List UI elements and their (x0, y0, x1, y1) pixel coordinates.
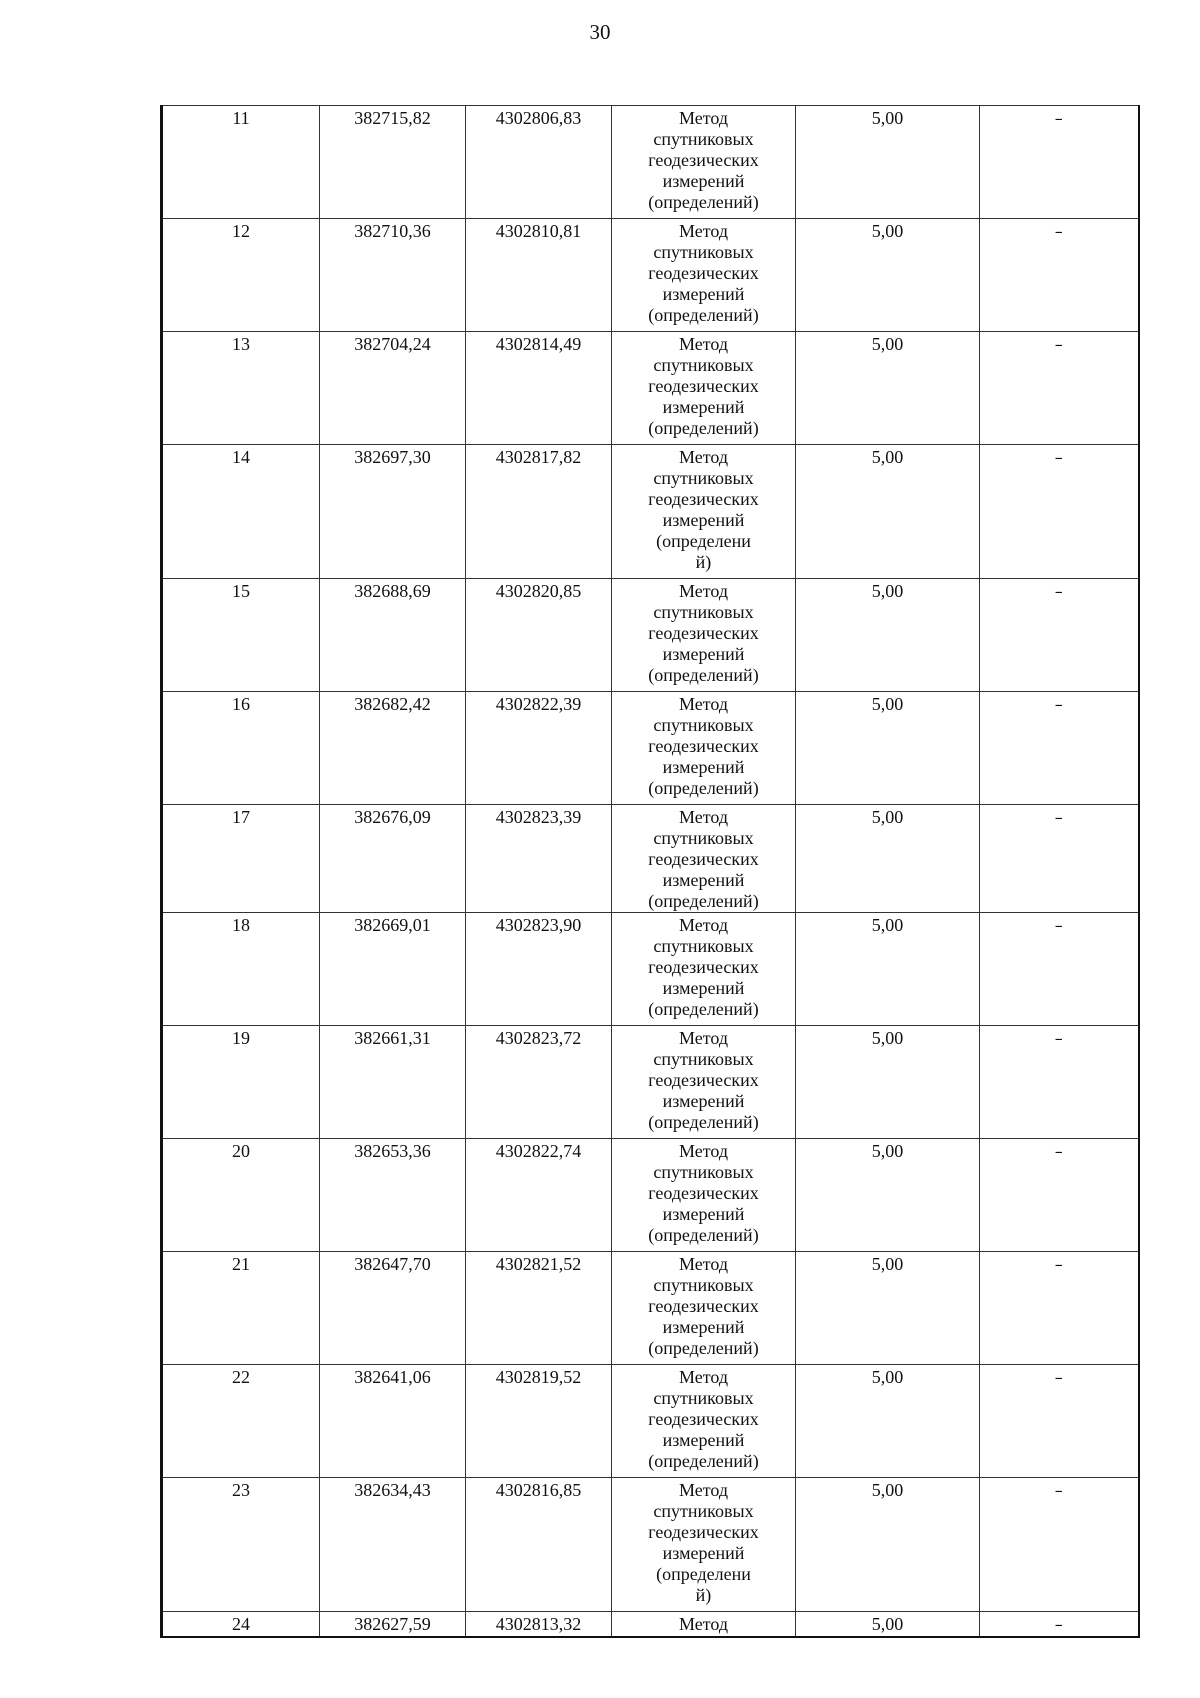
accuracy-cell: 5,00 (796, 1139, 980, 1252)
y-coordinate-cell: 4302822,39 (466, 692, 612, 805)
table-row (162, 106, 1139, 219)
method-text-line: Метод (678, 1141, 729, 1161)
table-row (162, 1478, 1139, 1612)
method-cell (612, 913, 796, 1026)
table-row (162, 1026, 1139, 1139)
method-text-line: измерений (662, 284, 745, 304)
point-number-cell: 11 (162, 106, 320, 219)
method-text-line: Метод (678, 334, 729, 354)
y-coordinate-cell: 4302821,52 (466, 1252, 612, 1365)
method-cell (612, 1478, 796, 1612)
method-cell (612, 1365, 796, 1478)
method-text-line: измерений (662, 644, 745, 664)
method-text-line: спутниковых (653, 715, 754, 735)
method-text-line: геодезических (648, 1296, 759, 1316)
y-coordinate-cell: 4302813,32 (466, 1612, 612, 1638)
y-coordinate-cell: 4302823,39 (466, 805, 612, 913)
table-row (162, 332, 1139, 445)
note-cell: – (980, 1252, 1139, 1365)
method-text-line: геодезических (648, 1183, 759, 1203)
method-text-line: Метод (678, 447, 729, 467)
method-text-line: спутниковых (653, 1049, 754, 1069)
method-text-line: измерений (662, 870, 745, 890)
table-row (162, 219, 1139, 332)
x-coordinate-cell: 382715,82 (320, 106, 466, 219)
method-text-line: спутниковых (653, 936, 754, 956)
method-text-line: геодезических (648, 489, 759, 509)
y-coordinate-cell: 4302820,85 (466, 579, 612, 692)
method-text-line: (определений) (648, 778, 759, 798)
point-number-cell: 23 (162, 1478, 320, 1612)
note-cell: – (980, 445, 1139, 579)
x-coordinate-cell: 382669,01 (320, 913, 466, 1026)
method-cell (612, 219, 796, 332)
x-coordinate-cell: 382697,30 (320, 445, 466, 579)
method-text-line: спутниковых (653, 1275, 754, 1295)
accuracy-cell: 5,00 (796, 579, 980, 692)
method-text-line: й) (695, 552, 712, 572)
method-cell (612, 805, 796, 913)
method-text-line: (определений) (648, 891, 759, 911)
x-coordinate-cell: 382653,36 (320, 1139, 466, 1252)
method-text-line: спутниковых (653, 1501, 754, 1521)
table-row (162, 1139, 1139, 1252)
note-cell: – (980, 219, 1139, 332)
note-cell: – (980, 805, 1139, 913)
method-text-line: Метод (678, 221, 729, 241)
method-text-line: (определений) (648, 192, 759, 212)
note-cell: – (980, 1365, 1139, 1478)
table-row (162, 805, 1139, 913)
point-number-cell: 22 (162, 1365, 320, 1478)
coordinates-table-container (160, 105, 1137, 1638)
point-number-cell: 16 (162, 692, 320, 805)
method-text-line: измерений (662, 1091, 745, 1111)
method-cell (612, 1026, 796, 1139)
method-text-line: (определений) (648, 418, 759, 438)
point-number-cell: 17 (162, 805, 320, 913)
method-text-line: спутниковых (653, 828, 754, 848)
coordinates-table-body (162, 106, 1139, 1638)
method-text-line: (определени (656, 531, 751, 551)
accuracy-cell: 5,00 (796, 106, 980, 219)
note-cell: – (980, 913, 1139, 1026)
table-row (162, 1365, 1139, 1478)
method-text-line: измерений (662, 757, 745, 777)
method-text-line: измерений (662, 978, 745, 998)
method-text-line: й) (695, 1585, 712, 1605)
method-text-line: измерений (662, 1204, 745, 1224)
y-coordinate-cell: 4302817,82 (466, 445, 612, 579)
method-text-line: Метод (678, 807, 729, 827)
method-text-line: спутниковых (653, 129, 754, 149)
note-cell: – (980, 1478, 1139, 1612)
method-text-line: измерений (662, 397, 745, 417)
method-text-line: геодезических (648, 150, 759, 170)
method-text-line: измерений (662, 171, 745, 191)
method-text-line: геодезических (648, 1070, 759, 1090)
note-cell: – (980, 1139, 1139, 1252)
y-coordinate-cell: 4302823,72 (466, 1026, 612, 1139)
point-number-cell: 20 (162, 1139, 320, 1252)
y-coordinate-cell: 4302810,81 (466, 219, 612, 332)
method-text-line: спутниковых (653, 468, 754, 488)
point-number-cell: 18 (162, 913, 320, 1026)
y-coordinate-cell: 4302819,52 (466, 1365, 612, 1478)
point-number-cell: 19 (162, 1026, 320, 1139)
method-text-line: спутниковых (653, 1162, 754, 1182)
point-number-cell: 13 (162, 332, 320, 445)
x-coordinate-cell: 382710,36 (320, 219, 466, 332)
accuracy-cell: 5,00 (796, 1026, 980, 1139)
accuracy-cell: 5,00 (796, 692, 980, 805)
method-cell (612, 332, 796, 445)
method-text-line: измерений (662, 1543, 745, 1563)
method-text-line: спутниковых (653, 1388, 754, 1408)
y-coordinate-cell: 4302814,49 (466, 332, 612, 445)
method-text-line: измерений (662, 1430, 745, 1450)
y-coordinate-cell: 4302823,90 (466, 913, 612, 1026)
note-cell: – (980, 1612, 1139, 1638)
y-coordinate-cell: 4302816,85 (466, 1478, 612, 1612)
table-row (162, 445, 1139, 579)
method-cell (612, 579, 796, 692)
method-text-line: геодезических (648, 957, 759, 977)
method-text-line: геодезических (648, 1409, 759, 1429)
method-text-line: Метод (678, 581, 729, 601)
x-coordinate-cell: 382704,24 (320, 332, 466, 445)
accuracy-cell: 5,00 (796, 913, 980, 1026)
method-cell (612, 1612, 796, 1638)
method-cell (612, 1139, 796, 1252)
accuracy-cell: 5,00 (796, 1365, 980, 1478)
method-text-line: геодезических (648, 263, 759, 283)
method-text-line: Метод (678, 694, 729, 714)
accuracy-cell: 5,00 (796, 1252, 980, 1365)
method-text-line: Метод (678, 1480, 729, 1500)
method-text-line: геодезических (648, 849, 759, 869)
method-text-line: (определени (656, 1564, 751, 1584)
page-number: 30 (589, 20, 611, 44)
method-text-line: (определений) (648, 1112, 759, 1132)
table-row (162, 1252, 1139, 1365)
method-text-line: спутниковых (653, 242, 754, 262)
table-row (162, 579, 1139, 692)
method-text-line: (определений) (648, 665, 759, 685)
point-number-cell: 12 (162, 219, 320, 332)
note-cell: – (980, 1026, 1139, 1139)
table-row (162, 692, 1139, 805)
method-cell (612, 445, 796, 579)
method-text-line: геодезических (648, 376, 759, 396)
note-cell: – (980, 332, 1139, 445)
accuracy-cell: 5,00 (796, 219, 980, 332)
method-text-line: (определений) (648, 1451, 759, 1471)
x-coordinate-cell: 382688,69 (320, 579, 466, 692)
method-text-line: (определений) (648, 305, 759, 325)
note-cell: – (980, 692, 1139, 805)
x-coordinate-cell: 382627,59 (320, 1612, 466, 1638)
note-cell: – (980, 106, 1139, 219)
method-text-line: геодезических (648, 623, 759, 643)
point-number-cell: 15 (162, 579, 320, 692)
point-number-cell: 14 (162, 445, 320, 579)
method-text-line: измерений (662, 510, 745, 530)
accuracy-cell: 5,00 (796, 805, 980, 913)
method-text-line: (определений) (648, 1225, 759, 1245)
accuracy-cell: 5,00 (796, 332, 980, 445)
method-text-line: (определений) (648, 999, 759, 1019)
method-text-line: спутниковых (653, 355, 754, 375)
table-row (162, 1612, 1139, 1638)
note-cell: – (980, 579, 1139, 692)
method-cell (612, 106, 796, 219)
x-coordinate-cell: 382641,06 (320, 1365, 466, 1478)
point-number-cell: 24 (162, 1612, 320, 1638)
method-cell (612, 1252, 796, 1365)
x-coordinate-cell: 382682,42 (320, 692, 466, 805)
x-coordinate-cell: 382634,43 (320, 1478, 466, 1612)
method-text-line: Метод (678, 1614, 729, 1634)
method-text-line: (определений) (648, 1338, 759, 1358)
method-text-line: спутниковых (653, 602, 754, 622)
method-cell (612, 692, 796, 805)
method-text-line: Метод (678, 108, 729, 128)
coordinates-table (160, 105, 1140, 1638)
x-coordinate-cell: 382647,70 (320, 1252, 466, 1365)
y-coordinate-cell: 4302822,74 (466, 1139, 612, 1252)
accuracy-cell: 5,00 (796, 1612, 980, 1638)
accuracy-cell: 5,00 (796, 445, 980, 579)
accuracy-cell: 5,00 (796, 1478, 980, 1612)
method-text-line: Метод (678, 1254, 729, 1274)
method-text-line: Метод (678, 915, 729, 935)
x-coordinate-cell: 382661,31 (320, 1026, 466, 1139)
point-number-cell: 21 (162, 1252, 320, 1365)
table-row (162, 913, 1139, 1026)
method-text-line: Метод (678, 1028, 729, 1048)
method-text-line: измерений (662, 1317, 745, 1337)
y-coordinate-cell: 4302806,83 (466, 106, 612, 219)
method-text-line: геодезических (648, 736, 759, 756)
x-coordinate-cell: 382676,09 (320, 805, 466, 913)
method-text-line: Метод (678, 1367, 729, 1387)
method-text-line: геодезических (648, 1522, 759, 1542)
